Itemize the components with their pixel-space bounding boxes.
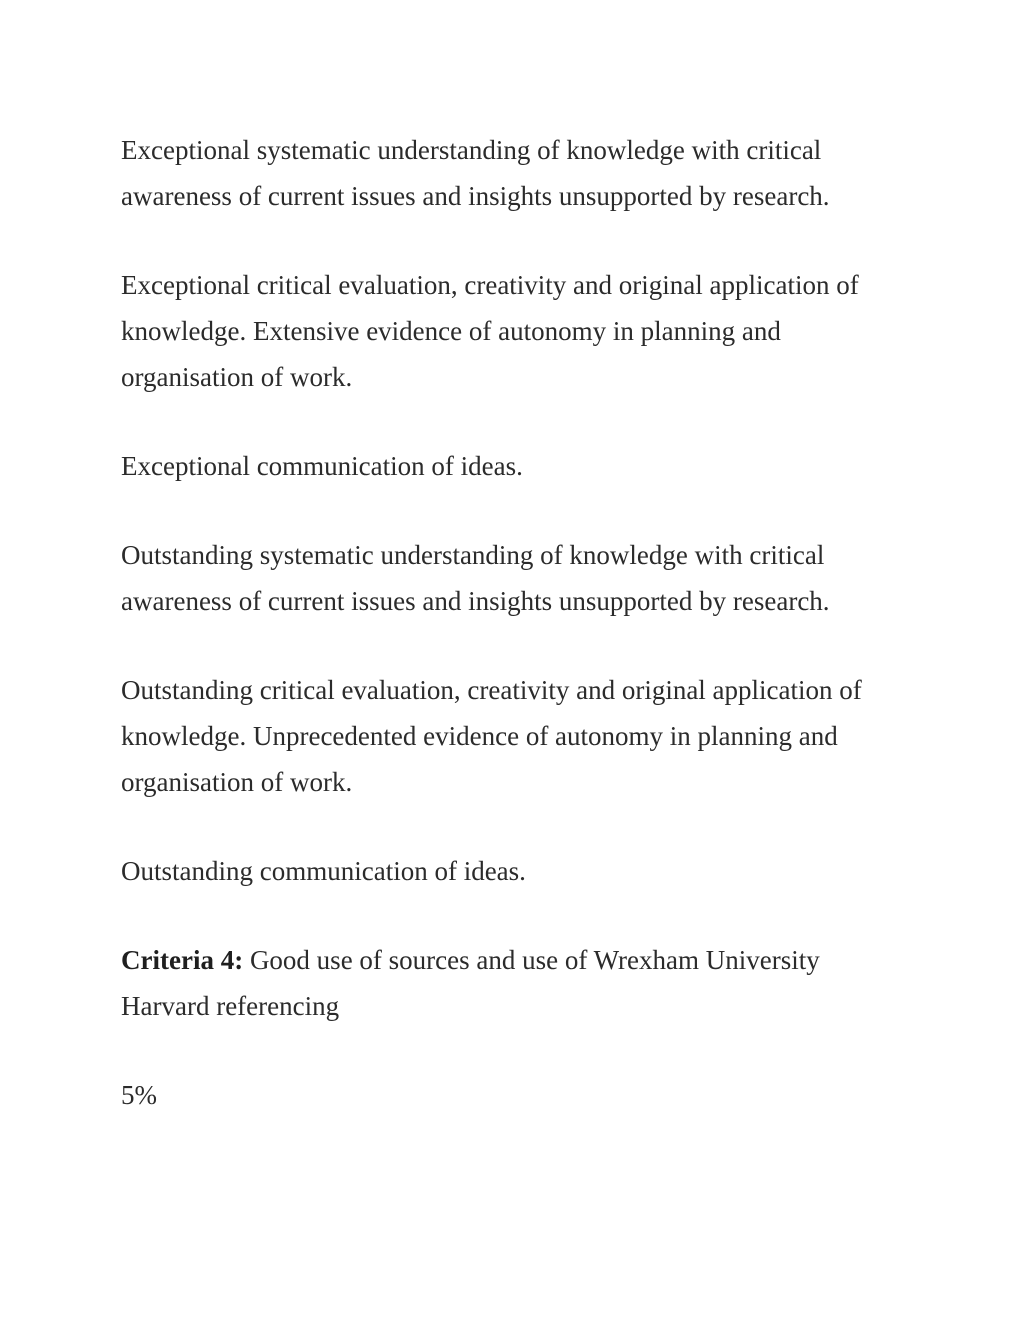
paragraph-exceptional-understanding: Exceptional systematic understanding of knowledge with critical awareness of current issues and insights unsupported by research. xyxy=(121,135,830,211)
paragraph-exceptional-evaluation: Exceptional critical evaluation, creativity and original application of knowledge. Extensive evidence of autonomy in planning and organisation of work. xyxy=(121,270,859,392)
criteria-label: Criteria 4: xyxy=(121,945,244,975)
document-body xyxy=(121,127,901,1161)
criteria-paragraph xyxy=(121,937,901,1029)
paragraph-outstanding-understanding: Outstanding systematic understanding of knowledge with critical awareness of current issues and insights unsupported by research. xyxy=(121,540,830,616)
criteria-text: Good use of sources and use of Wrexham University Harvard referencing xyxy=(121,945,820,1021)
criteria-weight: 5% xyxy=(121,1080,157,1110)
paragraph-outstanding-communication: Outstanding communication of ideas. xyxy=(121,856,526,886)
paragraph-exceptional-communication: Exceptional communication of ideas. xyxy=(121,451,523,481)
paragraph-outstanding-evaluation: Outstanding critical evaluation, creativity and original application of knowledge. Unprecedented evidence of autonomy in planning and organisation of work. xyxy=(121,675,862,797)
